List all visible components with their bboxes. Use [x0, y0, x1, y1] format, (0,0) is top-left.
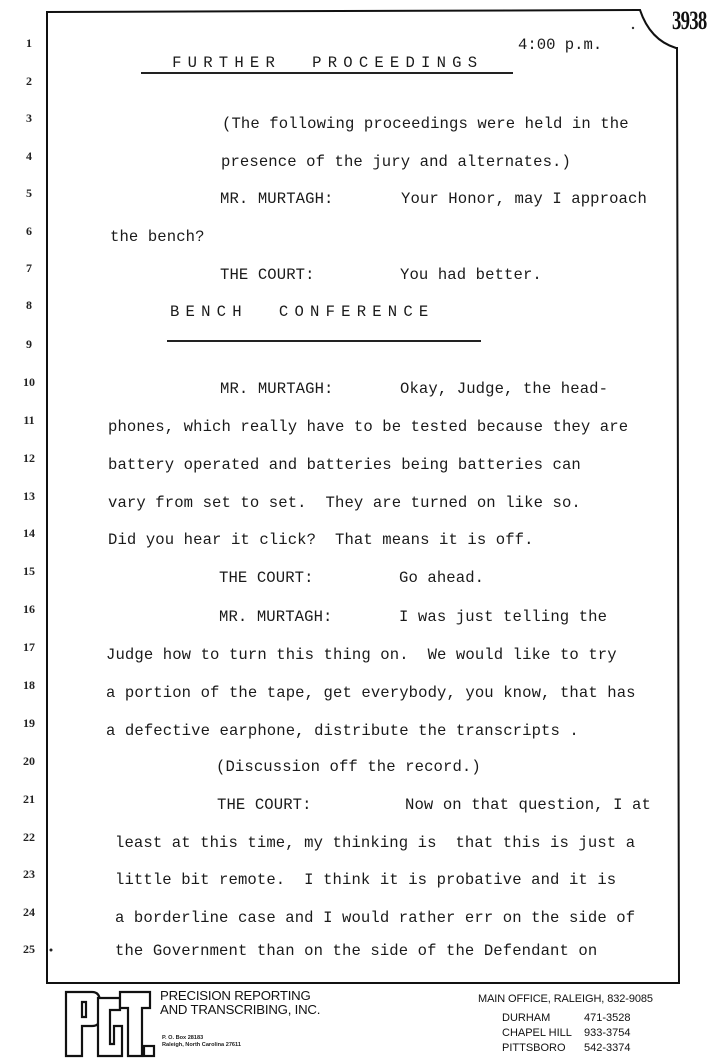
line-number: 14 — [23, 526, 35, 540]
transcript-line-17: Judge how to turn this thing on. We would like to try — [106, 646, 617, 664]
line-number: 1 — [26, 36, 32, 50]
transcript-line-13: vary from set to set. They are turned on like so. — [108, 494, 581, 512]
office-city: CHAPEL HILL — [502, 1027, 572, 1039]
line-number: 16 — [23, 602, 35, 616]
line-number: 10 — [23, 375, 35, 389]
line-number: 4 — [26, 149, 32, 163]
speaker-label: THE COURT: — [219, 569, 314, 587]
transcript-line-23: little bit remote. I think it is probative and it is — [115, 871, 617, 889]
section-underline — [167, 340, 481, 342]
line-number: 6 — [26, 224, 32, 238]
transcript-line-18: a portion of the tape, get everybody, you know, that has — [106, 684, 636, 702]
transcript-line-14: Did you hear it click? That means it is off. — [108, 531, 534, 549]
company-name-line2: AND TRANSCRIBING, INC. — [160, 1002, 321, 1017]
line-number: 22 — [23, 830, 35, 844]
line-number: 20 — [23, 754, 35, 768]
office-phone: 471-3528 — [584, 1012, 631, 1024]
line-number: 21 — [23, 792, 35, 806]
transcript-line-10: Okay, Judge, the head- — [400, 380, 609, 398]
transcript-line-3: (The following proceedings were held in the — [222, 115, 629, 133]
company-name-line1: PRECISION REPORTING — [160, 988, 311, 1003]
line-number: 5 — [26, 186, 32, 200]
transcript-line-20: (Discussion off the record.) — [216, 758, 481, 776]
page-number: 3938 — [672, 6, 707, 35]
transcript-line-12: battery operated and batteries being batteries can — [108, 456, 581, 474]
line-number: 17 — [23, 640, 35, 654]
line-number: 9 — [26, 337, 32, 351]
corner-mark — [632, 27, 634, 29]
line-number: 11 — [23, 413, 35, 427]
main-office: MAIN OFFICE, RALEIGH, 832-9085 — [478, 993, 653, 1005]
transcript-line-25: the Government than on the side of the Defendant on — [115, 942, 598, 960]
line-number: 12 — [23, 451, 35, 465]
proceedings-heading — [141, 36, 483, 72]
transcript-line-7: You had better. — [400, 266, 542, 284]
office-chapel-hill — [502, 1027, 631, 1039]
company-logo — [62, 990, 156, 1058]
company-address — [162, 1035, 241, 1049]
heading-underline — [141, 72, 513, 74]
transcript-line-15: Go ahead. — [399, 569, 485, 587]
line-number: 15 — [23, 564, 35, 578]
transcript-line-21: Now on that question, I at — [405, 796, 651, 814]
speaker-label: MR. MURTAGH: — [220, 380, 334, 398]
transcript-line-19: a defective earphone, distribute the transcripts . — [106, 722, 579, 740]
line-number: 7 — [26, 261, 32, 275]
transcript-line-22: least at this time, my thinking is that this is just a — [115, 834, 636, 852]
line-number: 23 — [23, 867, 35, 881]
line-number: 13 — [23, 489, 35, 503]
transcript-line-11: phones, which really have to be tested because they are — [108, 418, 629, 436]
company-name — [160, 989, 320, 1017]
margin-mark — [50, 949, 53, 952]
transcript-line-5: Your Honor, may I approach — [401, 190, 647, 208]
speaker-label: THE COURT: — [217, 796, 312, 814]
speaker-label: THE COURT: — [220, 266, 315, 284]
office-durham — [502, 1012, 631, 1024]
transcript-line-24: a borderline case and I would rather err on the side of — [115, 909, 636, 927]
office-city: DURHAM — [502, 1012, 551, 1024]
speaker-label: MR. MURTAGH: — [220, 190, 334, 208]
transcript-line-6: the bench? — [110, 228, 205, 246]
speaker-label: MR. MURTAGH: — [219, 608, 333, 626]
line-number: 18 — [23, 678, 35, 692]
office-phone: 542-3374 — [584, 1042, 631, 1054]
heading-title: FURTHER PROCEEDINGS — [172, 54, 484, 72]
heading-time: 4:00 p.m. — [518, 36, 603, 54]
line-number: 3 — [26, 111, 32, 125]
section-heading: BENCH CONFERENCE — [170, 303, 435, 321]
line-number: 19 — [23, 716, 35, 730]
address-line1: P. O. Box 28183 — [162, 1035, 204, 1041]
line-number: 2 — [26, 74, 32, 88]
office-pittsboro — [502, 1042, 631, 1054]
line-number: 25 — [23, 942, 35, 956]
transcript-line-4: presence of the jury and alternates.) — [221, 153, 571, 171]
address-line2: Raleigh, North Carolina 27611 — [162, 1042, 241, 1048]
office-city: PITTSBORO — [502, 1042, 566, 1054]
transcript-line-16: I was just telling the — [399, 608, 608, 626]
line-number: 24 — [23, 905, 35, 919]
line-number: 8 — [26, 298, 32, 312]
office-phone: 933-3754 — [584, 1027, 631, 1039]
